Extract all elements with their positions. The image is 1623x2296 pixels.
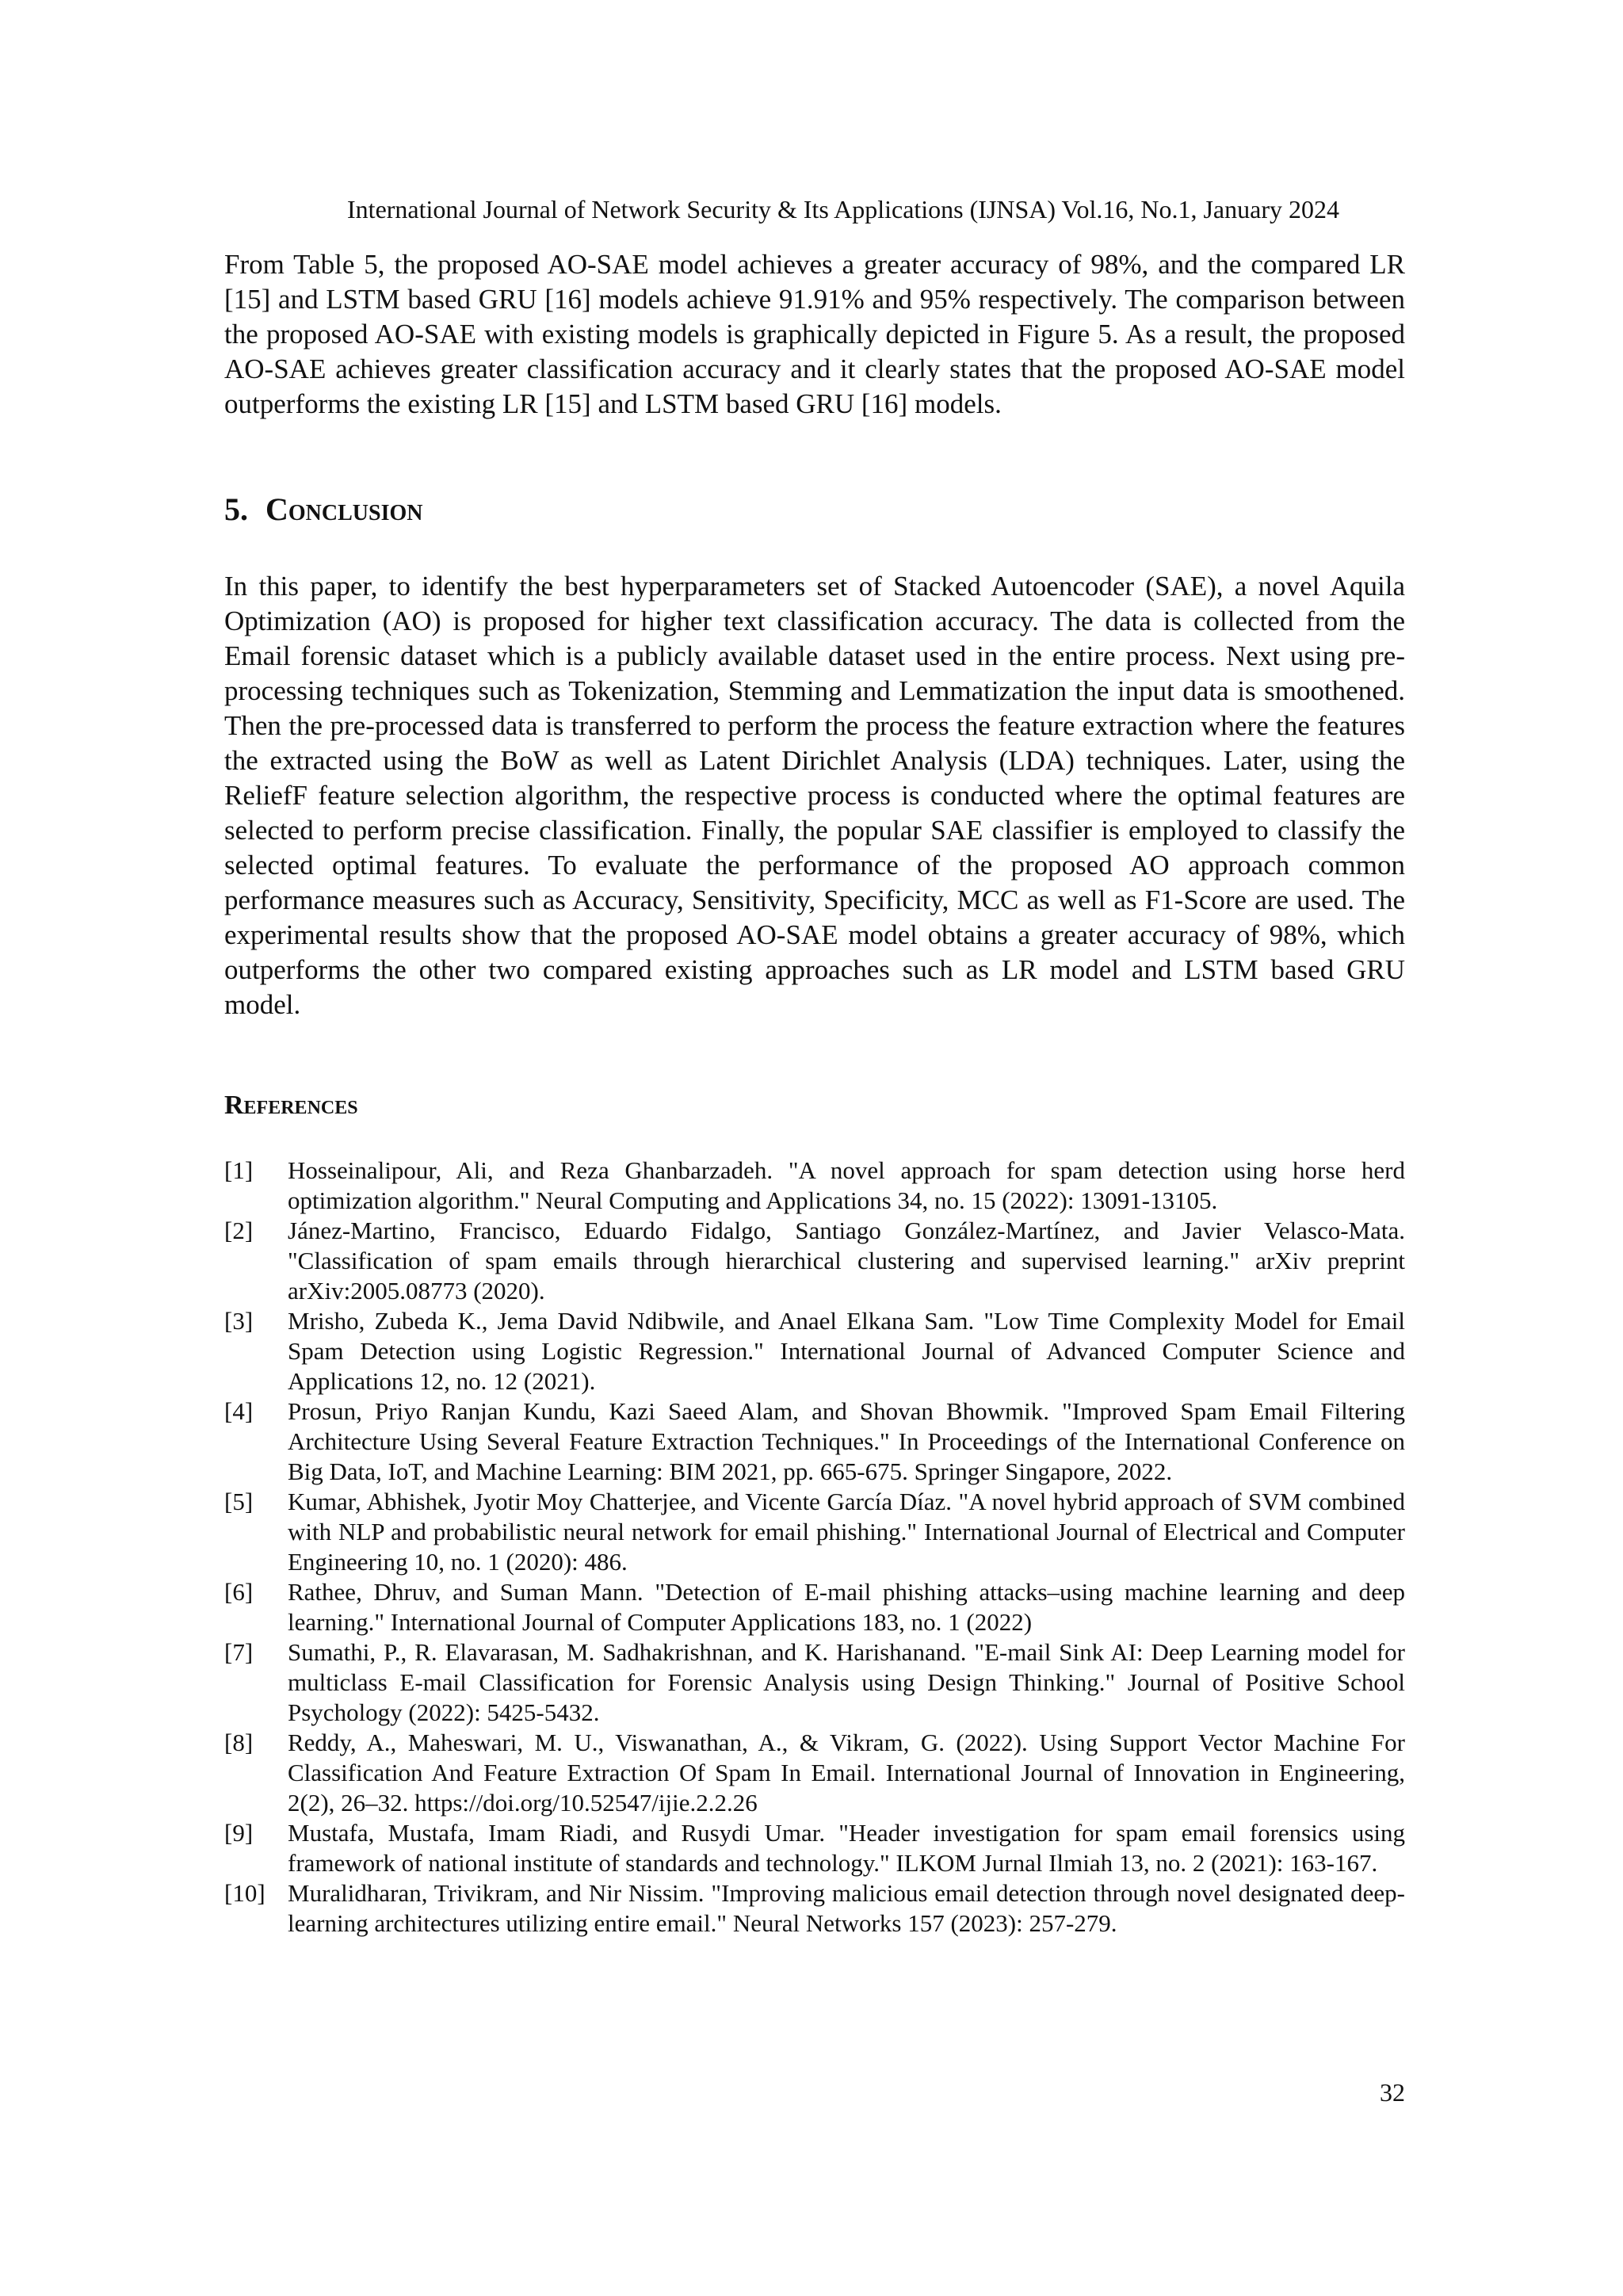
reference-number: [4] — [224, 1397, 254, 1425]
reference-item — [224, 1306, 1405, 1396]
reference-list — [224, 1156, 1405, 1939]
reference-item — [224, 1216, 1405, 1306]
reference-number: [5] — [224, 1488, 254, 1515]
reference-number: [3] — [224, 1307, 254, 1335]
section-heading-conclusion — [224, 490, 422, 529]
reference-text: Hosseinalipour, Ali, and Reza Ghanbarzadeh. "A novel approach for spam detection using horse herd optimization algorithm." Neural Computing and Applications 34, no. 15 (2022): 13091-13105. — [288, 1156, 1405, 1214]
reference-number: [7] — [224, 1638, 254, 1666]
reference-item — [224, 1637, 1405, 1728]
reference-number: [9] — [224, 1819, 254, 1847]
reference-text: Muralidharan, Trivikram, and Nir Nissim. "Improving malicious email detection through novel designated deep-learning architectures utilizing entire email." Neural Networks 157 (2023): 257-279. — [288, 1879, 1405, 1937]
reference-number: [2] — [224, 1217, 254, 1244]
intro-paragraph: From Table 5, the proposed AO-SAE model achieves a greater accuracy of 98%, and the compared LR [15] and LSTM based GRU [16] models achieve 91.91% and 95% respectively. The comparison between the proposed AO-SAE with existing models is graphically depicted in Figure 5. As a result, the proposed AO-SAE achieves greater classification accuracy and it clearly states that the proposed AO-SAE model outperforms the existing LR [15] and LSTM based GRU [16] models. — [224, 249, 1405, 419]
reference-number: [8] — [224, 1729, 254, 1756]
section-number: 5. — [224, 491, 248, 527]
reference-text: Mustafa, Mustafa, Imam Riadi, and Rusydi Umar. "Header investigation for spam email forensics using framework of national institute of standards and technology." ILKOM Jurnal Ilmiah 13, no. 2 (2021): 163-167. — [288, 1819, 1405, 1877]
reference-item — [224, 1396, 1405, 1487]
reference-item — [224, 1156, 1405, 1216]
reference-text: Reddy, A., Maheswari, M. U., Viswanathan, A., & Vikram, G. (2022). Using Support Vector Machine For Classification And Feature Extraction Of Spam In Email. International Journal of Innovation in Engineering, 2(2), 26–32. https://doi.org/10.52547/ijie.2.2.26 — [288, 1729, 1405, 1817]
reference-item — [224, 1878, 1405, 1939]
reference-number: [6] — [224, 1578, 254, 1606]
reference-text: Jánez-Martino, Francisco, Eduardo Fidalgo, Santiago González-Martínez, and Javier Velasco-Mata. "Classification of spam emails through hierarchical clustering and supervised learning." arXiv preprint arXiv:2005.08773 (2020). — [288, 1217, 1405, 1305]
reference-item — [224, 1728, 1405, 1818]
reference-item — [224, 1818, 1405, 1878]
reference-text: Kumar, Abhishek, Jyotir Moy Chatterjee, and Vicente García Díaz. "A novel hybrid approach of SVM combined with NLP and probabilistic neural network for email phishing." International Journal of Electrical and Computer Engineering 10, no. 1 (2020): 486. — [288, 1488, 1405, 1576]
reference-item — [224, 1487, 1405, 1577]
page-number: 32 — [1380, 2078, 1405, 2107]
references-heading: References — [224, 1091, 358, 1120]
reference-number: [10] — [224, 1879, 265, 1907]
reference-text: Rathee, Dhruv, and Suman Mann. "Detection of E-mail phishing attacks–using machine learning and deep learning." International Journal of Computer Applications 183, no. 1 (2022) — [288, 1578, 1405, 1636]
reference-number: [1] — [224, 1156, 254, 1184]
reference-text: Prosun, Priyo Ranjan Kundu, Kazi Saeed Alam, and Shovan Bhowmik. "Improved Spam Email Filtering Architecture Using Several Feature Extraction Techniques." In Proceedings of the International Conference on Big Data, IoT, and Machine Learning: BIM 2021, pp. 665-675. Springer Singapore, 2022. — [288, 1397, 1405, 1485]
running-header: International Journal of Network Security & Its Applications (IJNSA) Vol.16, No.1, January 2024 — [347, 195, 1339, 223]
reference-text: Sumathi, P., R. Elavarasan, M. Sadhakrishnan, and K. Harishanand. "E-mail Sink AI: Deep Learning model for multiclass E-mail Classification for Forensic Analysis using Design Thinking." Journal of Positive School Psychology (2022): 5425-5432. — [288, 1638, 1405, 1726]
reference-text: Mrisho, Zubeda K., Jema David Ndibwile, and Anael Elkana Sam. "Low Time Complexity Model for Email Spam Detection using Logistic Regression." International Journal of Advanced Computer Science and Applications 12, no. 12 (2021). — [288, 1307, 1405, 1395]
reference-item — [224, 1577, 1405, 1637]
section-title: Conclusion — [265, 491, 423, 527]
conclusion-paragraph: In this paper, to identify the best hyperparameters set of Stacked Autoencoder (SAE), a novel Aquila Optimization (AO) is proposed for higher text classification accuracy. The data is collected from the Email forensic dataset which is a publicly available dataset used in the entire process. Next using pre-processing techniques such as Tokenization, Stemming and Lemmatization the input data is smoothened. Then the pre-processed data is transferred to perform the process the feature extraction where the features the extracted using the BoW as well as Latent Dirichlet Analysis (LDA) techniques. Later, using the ReliefF feature selection algorithm, the respective process is conducted where the optimal features are selected to perform precise classification. Finally, the popular SAE classifier is employed to classify the selected optimal features. To evaluate the performance of the proposed AO approach common performance measures such as Accuracy, Sensitivity, Specificity, MCC as well as F1-Score are used. The experimental results show that the proposed AO-SAE model obtains a greater accuracy of 98%, which outperforms the other two compared existing approaches such as LR model and LSTM based GRU model. — [224, 571, 1405, 1020]
